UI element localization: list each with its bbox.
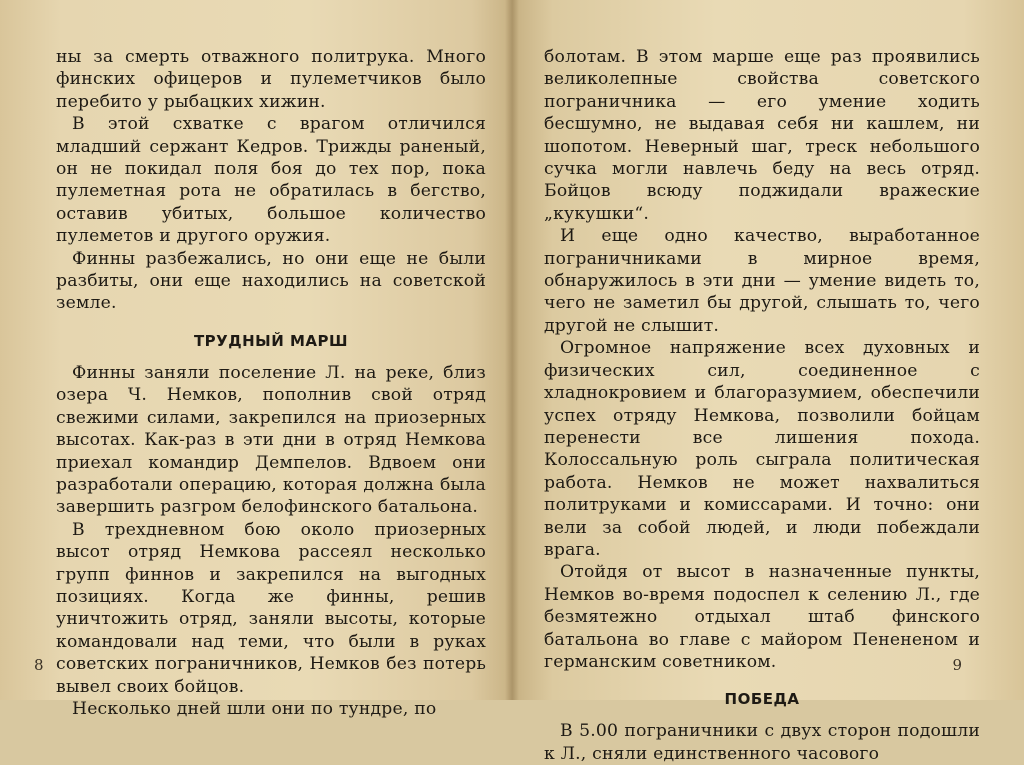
left-page — [0, 0, 512, 719]
left-page-text-top — [56, 46, 486, 315]
right-page — [512, 0, 1024, 764]
left-page-text-bottom — [56, 362, 486, 721]
paragraph: Отойдя от высот в назначенные пункты, Немков во-время подоспел к селению Л., где безмятежно отдыхал штаб финского батальона во главе с майором Пенененом и германским советником. — [544, 562, 980, 672]
right-page-text-top — [544, 46, 980, 673]
paragraph: В 5.00 пограничники с двух сторон подошли к Л., сняли единственного часового — [544, 721, 980, 764]
paragraph: Финны заняли поселение Л. на реке, близ озера Ч. Немков, пополнив свой отряд свежими силами, закрепился на приозерных высотах. Как-раз в эти дни в отряд Немкова приехал командир Демпелов. Вдвоем они разработали операцию, которая должна была завершить разгром белофинского батальона. — [56, 362, 486, 518]
paragraph: И еще одно качество, выработанное пограничниками в мирное время, обнаружилось в эти дни — умение видеть то, чего не заметил бы другой, слышать то, чего другой не слышит. — [544, 226, 980, 336]
page-number: 8 — [34, 656, 44, 674]
paragraph: Несколько дней шли они по тундре, по — [72, 698, 437, 719]
paragraph: болотам. В этом марше еще раз проявились великолепные свойства советского пограничника — его умение ходить бесшумно, не выдавая себя ни кашлем, ни шопотом. Неверный шаг, треск небольшого сучка могли навлечь беду на весь отряд. Бойцов всюду поджидали вражеские „кукушки“. — [544, 47, 980, 224]
page-number: 9 — [952, 656, 962, 674]
section-heading: ТРУДНЫЙ МАРШ — [193, 331, 349, 350]
paragraph: Огромное напряжение всех духовных и физических сил, соединенное с хладнокровием и благоразумием, обеспечили успех отряду Немкова, позволили бойцам перенести все лишения похода. Колоссальную роль сыграла политическая работа. Немков не может нахвалиться политруками и комиссарами. И точно: они вели за собой людей, и люди побеждали врага. — [544, 338, 980, 560]
paragraph: В этой схватке с врагом отличился младший сержант Кедров. Трижды раненый, он не покидал поля боя до тех пор, пока пулеметная рота не обратилась в бегство, оставив убитых, большое количество пулеметов и другого оружия. — [56, 114, 486, 247]
section-heading: ПОБЕДА — [724, 690, 800, 709]
paragraph: В трехдневном бою около приозерных высот отряд Немкова рассеял несколько групп финнов и закрепился на выгодных позициях. Когда же финны, решив уничтожить отряд, заняли высоты, которые командовали над теми, что были в руках советских пограничников, Немков без потерь вывел своих бойцов. — [56, 519, 486, 697]
paragraph: ны за смерть отважного политрука. Много финских офицеров и пулеметчиков было перебито у рыбацких хижин. — [56, 47, 486, 112]
paragraph: Финны разбежались, но они еще не были разбиты, они еще находились на советской земле. — [56, 248, 486, 314]
right-page-text-bottom — [544, 720, 980, 765]
